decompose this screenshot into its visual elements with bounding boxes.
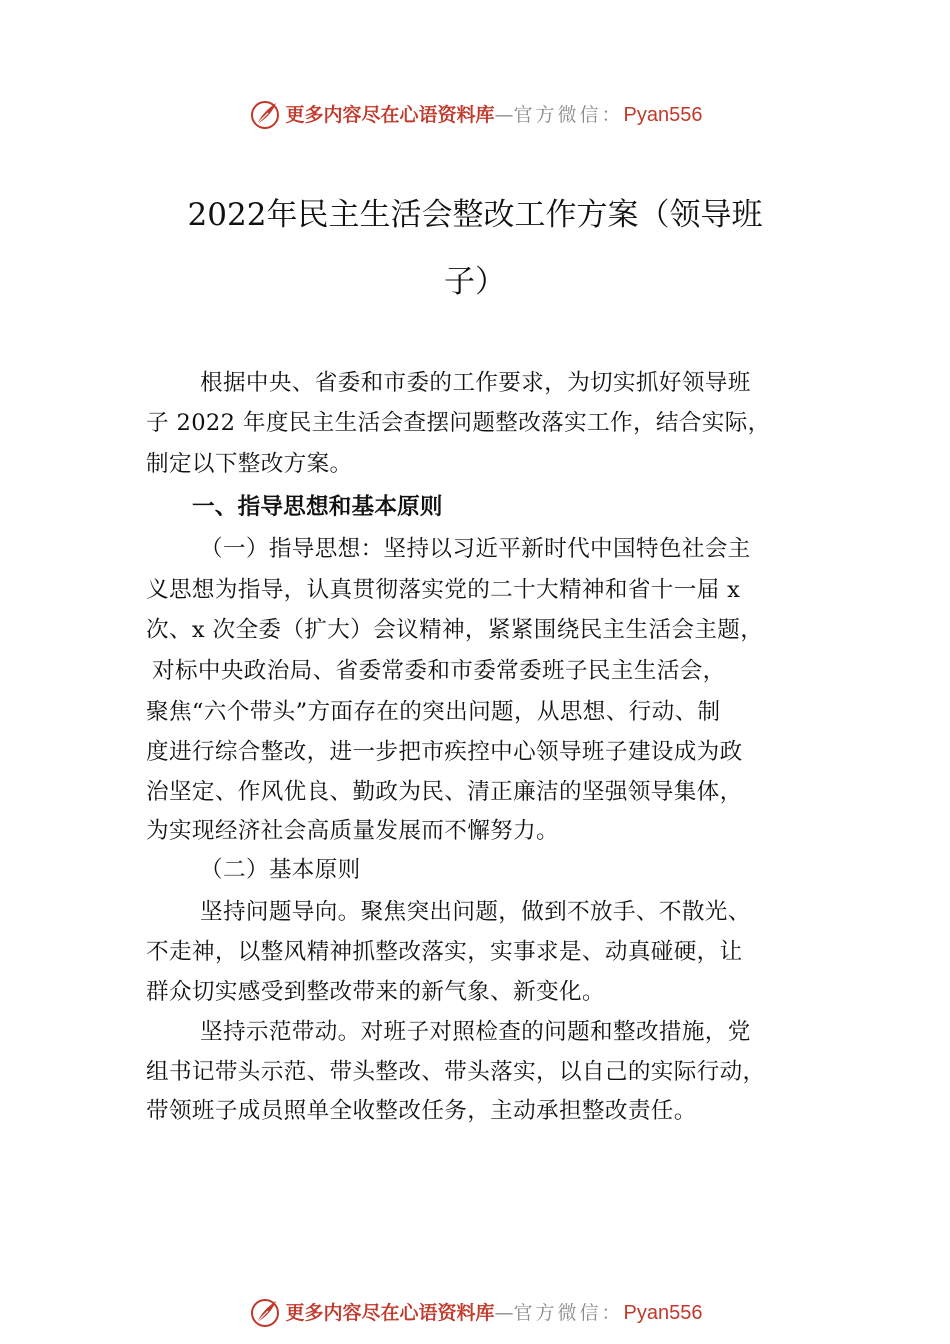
body-line: 聚焦“六个带头”方面存在的突出问题，从思想、行动、制 [146,699,721,725]
body-line: 坚持示范带动。对班子对照检查的问题和整改措施，党 [200,1019,751,1045]
section-heading: 一、指导思想和基本原则 [192,494,443,520]
watermark-site: 更多内容尽在心语资料库 [285,1302,495,1324]
body-line: 次、x 次全委（扩大）会议精神，紧紧围绕民主生活会主题， [146,617,764,643]
body-line: （一）指导思想：坚持以习近平新时代中国特色社会主 [200,536,751,562]
body-line: 群众切实感受到整改带来的新气象、新变化。 [146,979,605,1005]
watermark-dash: — [494,1302,514,1324]
body-line: （二）基本原则 [200,857,361,883]
body-line: 子 2022 年度民主生活会查摆问题整改落实工作，结合实际， [146,410,771,436]
body-line: 不走神，以整风精神抓整改落实，实事求是、动真碰硬，让 [146,939,743,965]
feather-logo-icon [248,98,282,132]
watermark-wechat-id: Pyan556 [623,1302,703,1324]
body-line: 为实现经济社会高质量发展而不懈努力。 [146,818,559,844]
body-line: 度进行综合整改，进一步把市疾控中心领导班子建设成为政 [146,739,743,765]
body-line: 组书记带头示范、带头整改、带头落实，以自己的实际行动， [146,1059,766,1085]
body-line: 带领班子成员照单全收整改任务，主动承担整改责任。 [146,1098,697,1124]
feather-logo-icon [248,1296,282,1330]
watermark-header [0,98,950,132]
body-line: 制定以下整改方案。 [146,451,353,477]
body-line: 治坚定、作风优良、勤政为民、清正廉洁的坚强领导集体， [146,779,743,805]
body-line: 义思想为指导，认真贯彻落实党的二十大精神和省十一届 x [146,577,741,603]
watermark-wechat-id: Pyan556 [623,104,703,126]
body-line: 根据中央、省委和市委的工作要求，为切实抓好领导班 [200,370,751,396]
body-line: 对标中央政治局、省委常委和市委常委班子民主生活会， [152,658,726,684]
watermark-dash: — [494,104,514,126]
body-line: 坚持问题导向。聚焦突出问题，做到不放手、不散光、 [200,899,751,925]
document-title-line-2: 子） [444,264,506,300]
watermark-label: 官方微信： [513,104,624,126]
document-title-line-1: 2022年民主生活会整改工作方案（领导班 [187,197,763,233]
watermark-label: 官方微信： [513,1302,624,1324]
watermark-site: 更多内容尽在心语资料库 [285,104,495,126]
watermark-footer [0,1296,950,1330]
